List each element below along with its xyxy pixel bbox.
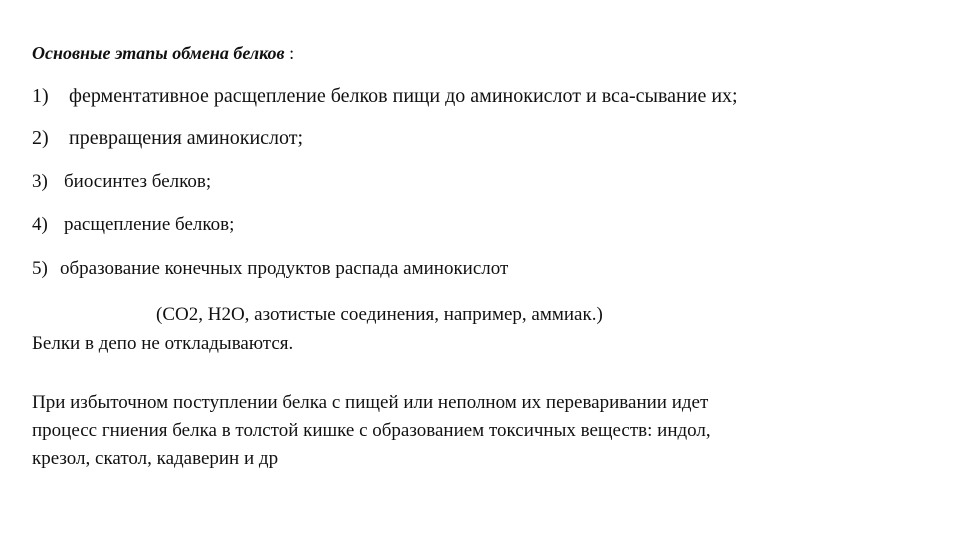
list-item-number: 1) xyxy=(32,85,49,107)
end-products-note: (СО2, Н2О, азотистые соединения, например, аммиак.) xyxy=(156,304,603,325)
heading-colon: : xyxy=(284,43,295,63)
list-item-text: биосинтез белков; xyxy=(64,171,212,192)
heading-text: Основные этапы обмена белков xyxy=(32,43,285,63)
list-item xyxy=(32,84,738,108)
list-item-number: 2) xyxy=(32,127,49,149)
list-item-text: образование конечных продуктов распада аминокислот xyxy=(60,258,509,279)
putrefaction-paragraph xyxy=(32,389,912,473)
paragraph-line: крезол, скатол, кадаверин и др xyxy=(32,448,279,469)
section-heading xyxy=(32,41,294,65)
depot-statement: Белки в депо не откладываются. xyxy=(32,333,294,354)
list-item-number: 3) xyxy=(32,171,48,192)
list-item-text: расщепление белков; xyxy=(64,214,235,235)
list-item-text: ферментативное расщепление белков пищи до аминокислот и вса-сывание их; xyxy=(69,85,738,107)
list-item-number: 5) xyxy=(32,258,48,279)
list-item xyxy=(32,213,234,237)
list-item xyxy=(32,126,303,150)
paragraph-line: процесс гниения белка в толстой кишке с образованием токсичных веществ: индол, xyxy=(32,420,711,441)
list-item-number: 4) xyxy=(32,214,48,235)
list-item xyxy=(32,257,508,281)
paragraph-line: При избыточном поступлении белка с пищей или неполном их переваривании идет xyxy=(32,392,709,413)
list-item xyxy=(32,170,211,194)
list-item-text: превращения аминокислот; xyxy=(69,127,304,149)
